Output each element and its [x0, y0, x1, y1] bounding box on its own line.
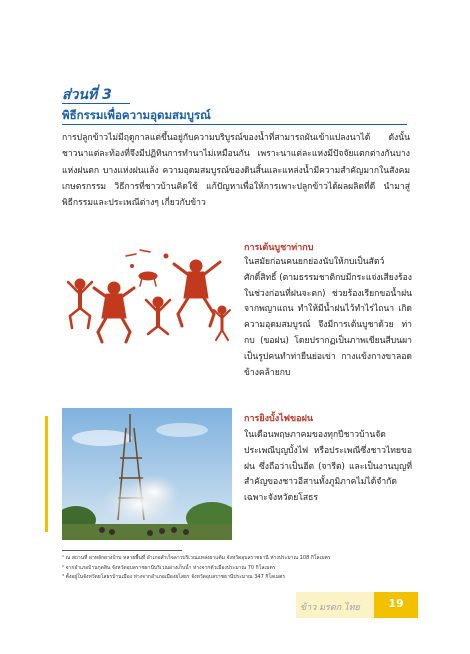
accent-sidebar-bar	[45, 416, 48, 532]
footnote-1: ¹ ณ สถานที่ ผาหลักผางบ้าบ หลายพื้นที่ อำเภอสำเร็จลาวบริเวณแหล่งผาแต้ม จังหวัดอุบลราชธานี ห่างประมาณ 108 กิโลเมตร	[62, 555, 331, 561]
section-title-underline	[62, 124, 407, 125]
section-number-underline	[62, 103, 130, 104]
subsection-heading-frog-dance: การเต้นบูชาท่ากบ	[244, 243, 314, 253]
footer-label: ข้าว มรดก ไทย	[300, 603, 360, 613]
rocket-festival-image	[62, 408, 232, 540]
subsection-text-frog-dance: ในสมัยก่อนคนยกย่องนับให้กบเป็นสัตว์ศักดิ์สิทธิ์ (ตามธรรมชาติกบมีกระแจ่งเสียงร้องในช่วงก่อนที่ฝนจะตก) ช่วยร้องเรียกขอน้ำฝนจากพญาแถน ทำให้มีน้ำฝนไว้ทำไร่ไถนา เกิดความอุดมสมบูรณ์ จึงมีการเต้นบูชาด้วย ท่ากบ (ขอฝน) โดยปรากฏเป็นภาพเขียนสีบนผาเป็นรูปคนทำท่ายืนย่อเข่า กางแข้งกางขาลอดข้างคล้ายกบ	[244, 257, 412, 378]
rock-painting-image	[62, 236, 232, 356]
intro-paragraph: การปลูกข้าวไม่มีฤดูกาลแต่ขึ้นอยู่กับความบริบูรณ์ของน้ำที่สามารถผันเข้าแปลงนาได้ ดังนั้นชาวนาแต่ละท้องที่จึงมีปฏิทินการทำนาไม่เหมือนกัน เพราะนาแต่ละแห่งมีปัจจัยแตกต่างกันบางแห่งฝนตก บางแห่งฝนแล้ง ความอุดมสมบูรณ์ของดินสิ้นและแหล่งน้ำมีความสำคัญมากในสังคมเกษตรกรรม วิธีการที่ชาวบ้านคิดใช้ แก้ปัญหาเพื่อให้การเพาะปลูกข้าวได้ผลผลิตที่ดี นำมาสู่พิธีกรรมและประเพณีต่างๆ เกี่ยวกับข้าว	[62, 133, 410, 209]
section-title: พิธีกรรมเพื่อความอุดมสมบูรณ์	[62, 108, 211, 122]
page-number: 19	[388, 597, 404, 610]
subsection-heading-rocket-festival: การยิงบั้งไฟขอฝน	[244, 414, 313, 424]
footnotes	[62, 554, 412, 583]
footnote-3: ³ ตั้งอยู่ในจังหวัดยโสธรบ้านเมือง ห่างจากอำเภอเมืองยโสธร จังหวัดอุบลราชธานีประมาณ 347 กิโลเมตร	[62, 574, 286, 580]
footnote-divider	[62, 550, 182, 551]
footnote-2: ² จากอำเภอบ้านกุดสิน จังหวัดอุบลราชธานีบริเวณอ่างเก็บน้ำ ห่างจากตัวเมืองประมาณ 70 กิโลเมตร	[62, 564, 276, 571]
subsection-text-rocket-festival: ในเดือนพฤษภาคมของทุกปีชาวบ้านจัดประเพณีบุญบั้งไฟ หรือประเพณีซึ่งชาวไทยขอฝน ซึ่งถือว่าเป็นฮีต (จารีต) และเป็นงานบุญที่สำคัญของชาวอีสานทั้งภูมิภาคไม่ได้จำกัดเฉพาะจังหวัดยโสธร	[244, 430, 412, 504]
section-number: ส่วนที่ 3	[62, 87, 112, 103]
